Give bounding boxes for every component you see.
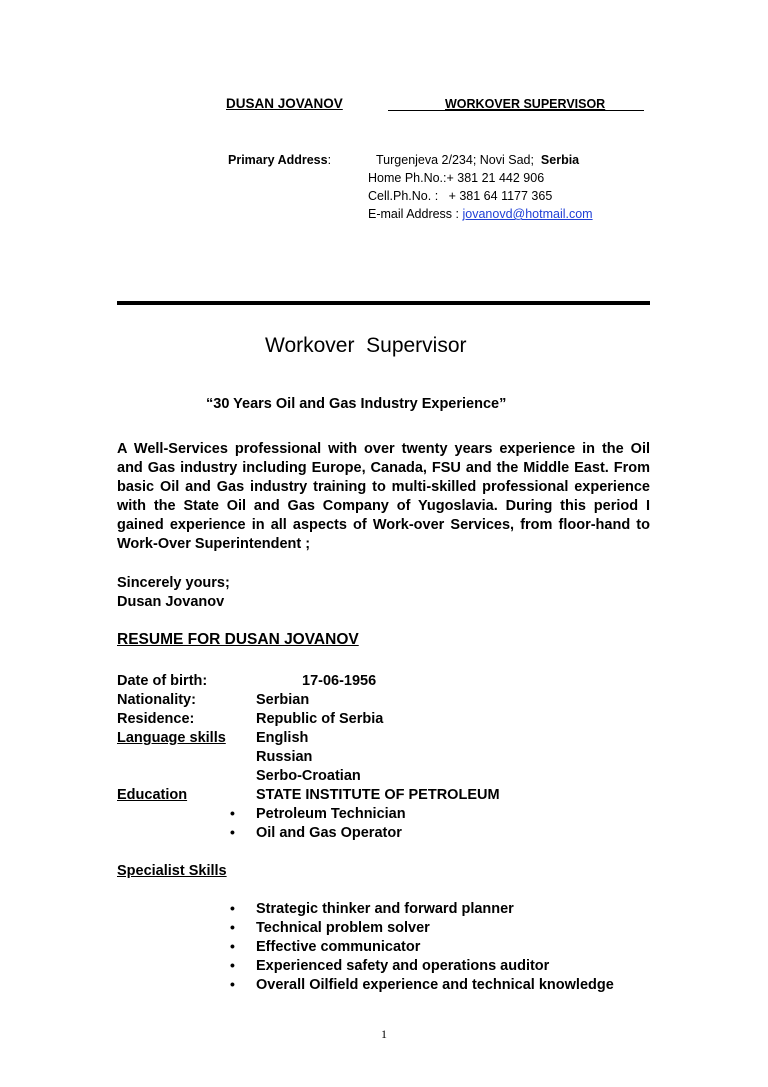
email-link[interactable]: jovanovd@hotmail.com: [462, 207, 593, 221]
education-item: Oil and Gas Operator: [256, 825, 402, 841]
skills-label: Specialist Skills: [117, 863, 227, 879]
closing-line-2: Dusan Jovanov: [117, 594, 225, 610]
education-value: STATE INSTITUTE OF PETROLEUM: [256, 787, 500, 803]
dob-label: Date of birth:: [117, 673, 208, 689]
skill-item: Strategic thinker and forward planner: [256, 901, 514, 917]
language-label: Language skills: [117, 730, 226, 746]
language-item: English: [256, 730, 309, 746]
address-country: Serbia: [540, 153, 580, 167]
residence-value: Republic of Serbia: [256, 711, 384, 727]
home-phone: Home Ph.No.:+ 381 21 442 906: [368, 171, 545, 185]
bullet-icon: •: [230, 805, 235, 821]
job-title: WORKOVER SUPERVISOR: [445, 97, 606, 111]
address-value-row: [376, 153, 579, 167]
bullet-icon: •: [230, 919, 235, 935]
email-label: E-mail Address :: [368, 207, 463, 221]
horizontal-divider: [117, 301, 650, 305]
address-label-row: [228, 153, 331, 167]
residence-label: Residence:: [117, 711, 195, 727]
bullet-icon: •: [230, 900, 235, 916]
education-label: Education: [117, 787, 188, 803]
bullet-icon: •: [230, 976, 235, 992]
language-item: Serbo-Croatian: [256, 768, 361, 784]
skill-item: Overall Oilfield experience and technical knowledge: [256, 977, 614, 993]
summary-paragraph: A Well-Services professional with over twenty years experience in the Oil and Gas industry including Europe, Canada, FSU and the Middle East. From basic Oil and Gas industry training to multi-skilled professional experience with the State Oil and Gas Company of Yugoslavia. During this period I gained experience in all aspects of Work-over Services, from floor-hand to Work-Over Superintendent ;: [117, 441, 650, 552]
tagline: “30 Years Oil and Gas Industry Experience”: [206, 396, 507, 412]
address-label: Primary Address: [228, 153, 328, 167]
address-colon: :: [327, 153, 332, 167]
dob-value: 17-06-1956: [302, 673, 377, 689]
nationality-value: Serbian: [256, 692, 310, 708]
page-number: 1: [381, 1027, 387, 1041]
nationality-label: Nationality:: [117, 692, 196, 708]
skill-item: Technical problem solver: [256, 920, 430, 936]
email-row: [368, 207, 593, 221]
bullet-icon: •: [230, 824, 235, 840]
bullet-icon: •: [230, 957, 235, 973]
cell-phone: Cell.Ph.No. : + 381 64 1177 365: [368, 189, 553, 203]
closing-line-1: Sincerely yours;: [117, 575, 230, 591]
language-item: Russian: [256, 749, 313, 765]
candidate-name: DUSAN JOVANOV: [226, 96, 343, 111]
headline: Workover Supervisor: [265, 334, 467, 357]
bullet-icon: •: [230, 938, 235, 954]
skill-item: Experienced safety and operations auditor: [256, 958, 550, 974]
resume-heading: RESUME FOR DUSAN JOVANOV: [117, 631, 359, 648]
address-value: Turgenjeva 2/234; Novi Sad;: [376, 153, 534, 167]
skill-item: Effective communicator: [256, 939, 421, 955]
education-item: Petroleum Technician: [256, 806, 406, 822]
